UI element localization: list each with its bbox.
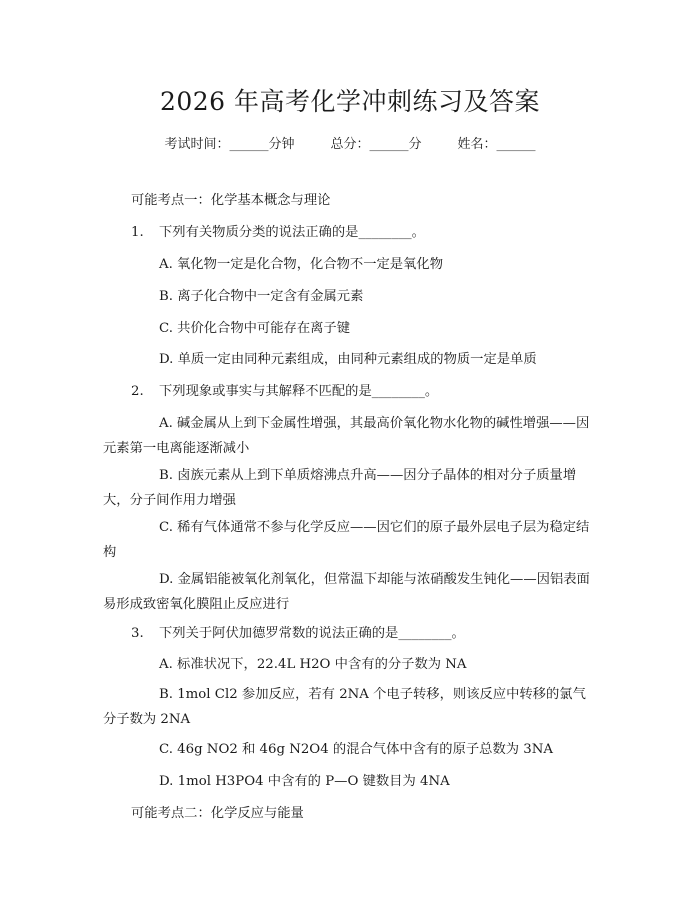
- q3-option-c: C. 46g NO2 和 46g N2O4 的混合气体中含有的原子总数为 3NA: [159, 742, 553, 757]
- exam-time-field: 考试时间：______分钟: [164, 137, 295, 152]
- q2-option-d: D. 金属铝能被氧化剂氧化，但常温下却能与浓硝酸发生钝化——因铝表面易形成致密氧化膜阻止反应进行: [103, 572, 590, 612]
- question-stem: 下列关于阿伏加德罗常数的说法正确的是________。: [159, 626, 465, 641]
- question-stem: 下列有关物质分类的说法正确的是________。: [159, 225, 425, 240]
- q3-option-b: B. 1mol Cl2 参加反应，若有 2NA 个电子转移，则该反应中转移的氯气分子数为 2NA: [103, 687, 586, 727]
- q2-option-b: B. 卤族元素从上到下单质熔沸点升高——因分子晶体的相对分子质量增大，分子间作用力增强: [103, 468, 577, 508]
- question-stem: 下列现象或事实与其解释不匹配的是________。: [159, 384, 439, 399]
- exam-meta: [0, 133, 700, 152]
- question-3: [131, 621, 465, 646]
- q2-option-a: A. 碱金属从上到下金属性增强，其最高价氧化物水化物的碱性增强——因元素第一电离能逐渐减小: [103, 416, 590, 456]
- question-2: [131, 379, 438, 404]
- question-number: 1.: [131, 225, 144, 240]
- q3-option-a: A. 标准状况下，22.4L H2O 中含有的分子数为 NA: [159, 657, 467, 672]
- q1-option-b: B. 离子化合物中一定含有金属元素: [159, 289, 364, 304]
- q3-option-d: D. 1mol H3PO4 中含有的 P—O 键数目为 4NA: [159, 774, 450, 789]
- document-title: 2026 年高考化学冲刺练习及答案: [159, 87, 541, 116]
- q1-option-d: D. 单质一定由同种元素组成，由同种元素组成的物质一定是单质: [159, 352, 537, 367]
- question-number: 2.: [131, 384, 144, 399]
- question-1: [131, 220, 425, 245]
- total-score-field: 总分：______分: [330, 137, 422, 152]
- name-field: 姓名：______: [457, 137, 536, 152]
- section-heading-2: 可能考点二：化学反应与能量: [131, 806, 304, 821]
- q1-option-a: A. 氧化物一定是化合物，化合物不一定是氧化物: [159, 257, 443, 272]
- question-number: 3.: [131, 626, 144, 641]
- q1-option-c: C. 共价化合物中可能存在离子键: [159, 321, 351, 336]
- section-heading-1: 可能考点一：化学基本概念与理论: [131, 193, 331, 208]
- q2-option-c: C. 稀有气体通常不参与化学反应——因它们的原子最外层电子层为稳定结构: [103, 520, 590, 560]
